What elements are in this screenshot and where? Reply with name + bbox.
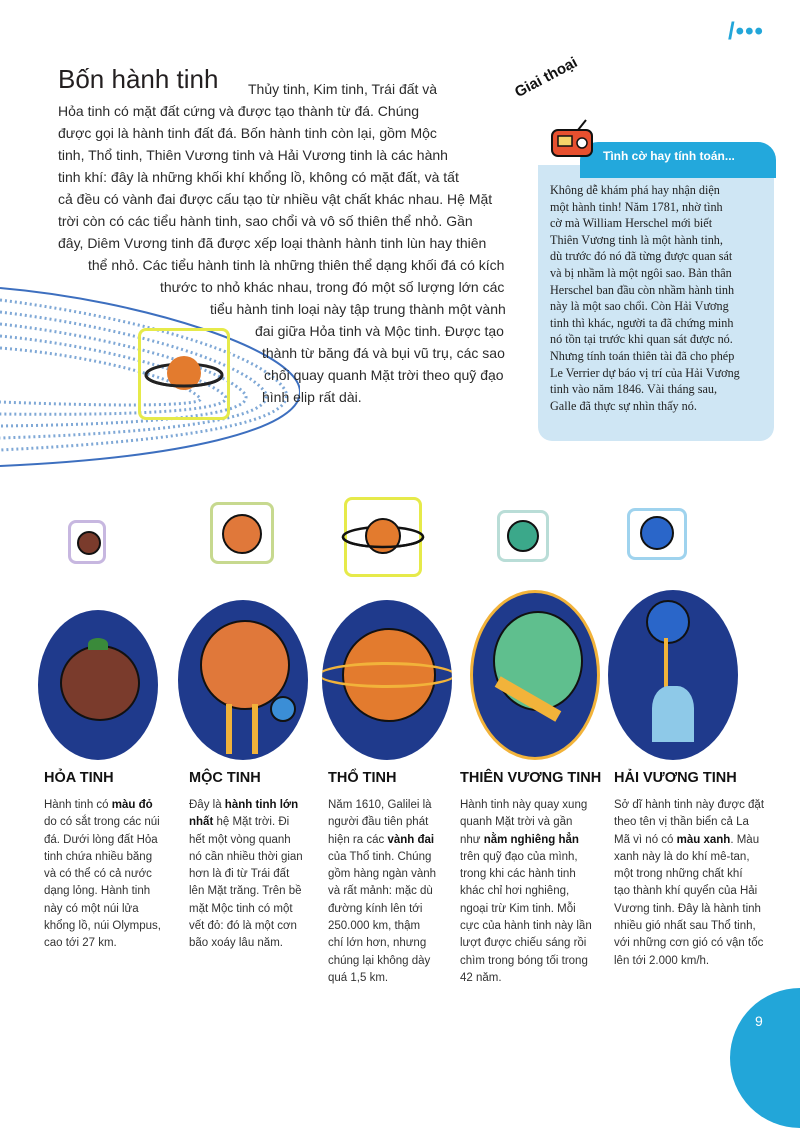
- intro-line: được gọi là hành tinh đất đá. Bốn hành tinh còn lại, gồm Mộc: [58, 125, 437, 141]
- planet-description: Đây là hành tinh lớn nhất hệ Mặt trời. Đi hết một vòng quanh nó cần nhiều thời gian hơn là đi từ Trái đất lên Mặt trăng. Trên bề mặt Mộc tinh có một vết đỏ: đó là một cơn bão xoáy lâu năm.: [189, 799, 303, 950]
- anecdote-line: Herschel ban đầu còn nhầm hành tinh: [550, 282, 735, 297]
- intro-line: tinh, Thổ tinh, Thiên Vương tinh và Hải Vương tinh là các hành: [58, 147, 448, 163]
- planet-name: HẢI VƯƠNG TINH: [614, 770, 737, 786]
- mars-icon: [77, 531, 101, 555]
- anecdote-line: và bị nhầm là một ngôi sao. Bản thân: [550, 266, 732, 280]
- planet-description: Hành tinh có màu đỏ do có sắt trong các núi đá. Dưới lòng đất Hỏa tinh chứa nhiều băng và có thể có cả nước dạng lỏng. Hành tinh này có một núi lửa khổng lồ, núi Olympus, cao tới 27 km.: [44, 799, 161, 950]
- uranus-icon: [507, 520, 539, 552]
- intro-line: trời còn có các tiểu hành tinh, sao chổi và vô số thiên thể nhỏ. Gần: [58, 213, 473, 229]
- intro-line: thước to nhỏ khác nhau, trong đó một số lượng lớn các: [160, 279, 505, 295]
- radio-icon: [548, 118, 598, 162]
- anecdote-line: này là một sao chổi. Còn Hải Vương: [550, 299, 729, 314]
- anecdote-line: Le Verrier dự báo vị trí của Hải Vương: [550, 365, 740, 380]
- intro-title: Bốn hành tinh: [58, 64, 219, 94]
- intro-line: Hỏa tinh có mặt đất cứng và được tạo thành từ đá. Chúng: [58, 103, 420, 119]
- saturn-small-icon: [142, 352, 226, 398]
- anecdote-line: dù trước đó nó đã từng được quan sát: [550, 249, 733, 264]
- intro-line: hình elip rất dài.: [262, 389, 362, 405]
- anecdote-line: nó tồn tại trước khi quan sát được nó.: [550, 332, 733, 347]
- intro-line: thành từ băng đá và bụi vũ trụ, các sao: [262, 345, 505, 361]
- intro-line: thể nhỏ. Các tiểu hành tinh là những thiên thể dạng khối đá có kích: [88, 257, 505, 273]
- intro-line: tinh khí: đây là những khối khí khổng lồ, không có mặt đất, và tất: [58, 169, 459, 185]
- planet-description: Sở dĩ hành tinh này được đặt theo tên vị thần biển cả La Mã vì nó có màu xanh. Màu xanh này là do khí mê-tan, một trong những chất khí tạo thành khí quyển của Hải Vương tinh. Đây là hành tinh nhiều gió nhất sau Thổ tinh, với những cơn gió có vận tốc lên tới 2.000 km/h.: [614, 799, 765, 967]
- anecdote-line: một hành tinh! Năm 1781, nhờ tình: [550, 199, 723, 214]
- planet-name: THIÊN VƯƠNG TINH: [460, 770, 602, 786]
- planet-name: THỔ TINH: [328, 770, 397, 786]
- planet-name: HỎA TINH: [44, 770, 114, 786]
- jupiter-icon: [222, 514, 262, 554]
- intro-line: Thủy tinh, Kim tinh, Trái đất và: [248, 81, 438, 97]
- jupiter-illustration: [178, 600, 308, 760]
- anecdote-line: tinh vào năm 1846. Vài tháng sau,: [550, 382, 717, 397]
- planet-description: Hành tinh này quay xung quanh Mặt trời và gần như nằm nghiêng hẳn trên quỹ đạo của mình, trong khi các hành tinh khác chỉ hơi nghiêng, ngoại trừ Kim tinh. Mỗi cực của hành tinh này lần lượt được chiếu sáng rồi chìm trong bóng tối trong 42 năm.: [460, 799, 592, 984]
- anecdote-line: tinh thì khác, người ta đã chứng minh: [550, 315, 734, 330]
- neptune-illustration: [608, 590, 738, 760]
- anecdote-title: Tình cờ hay tính toán...: [603, 149, 735, 163]
- intro-line: đai giữa Hỏa tinh và Mộc tinh. Được tạo: [255, 323, 504, 339]
- intro-line: chổi quay quanh Mặt trời theo quỹ đạo: [264, 367, 504, 383]
- intro-line: đây, Diêm Vương tinh đã được xếp loại thành hành tinh lùn hay thiên: [58, 235, 487, 251]
- anecdote-tag: Giai thoại: [512, 53, 581, 101]
- saturn-illustration: [322, 600, 452, 760]
- neptune-icon: [640, 516, 674, 550]
- mars-illustration: [38, 610, 158, 760]
- anecdote-line: Thiên Vương tinh là một hành tinh,: [550, 232, 723, 247]
- intro-line: cả đều có vành đai được cấu tạo từ nhiều vật chất khác nhau. Hệ Mặt: [58, 191, 493, 207]
- page-number: 9: [755, 1013, 763, 1029]
- uranus-illustration: [470, 590, 600, 760]
- page-number-badge: [730, 988, 800, 1128]
- anecdote-line: cờ mà William Herschel mới biết: [550, 216, 713, 231]
- anecdote-line: Nhưng tính toán thiên tài đã cho phép: [550, 349, 735, 363]
- intro-line: tiểu hành tinh loại này tập trung thành một vành: [210, 301, 506, 317]
- anecdote-line: Galle đã thực sự nhìn thấy nó.: [550, 398, 697, 413]
- saturn-icon: [340, 516, 426, 558]
- section-mark: /•••: [728, 18, 764, 45]
- planet-description: Năm 1610, Galilei là người đầu tiên phát hiện ra các vành đai của Thổ tinh. Chúng gồm hàng ngàn vành và rất mảnh: mặc dù đường kính lên tới 250.000 km, thậm chí lớn hơn, nhưng chúng lại không dày quá 1,5 km.: [328, 799, 437, 984]
- planet-name: MỘC TINH: [189, 770, 261, 786]
- anecdote-line: Không dễ khám phá hay nhận diện: [550, 183, 720, 197]
